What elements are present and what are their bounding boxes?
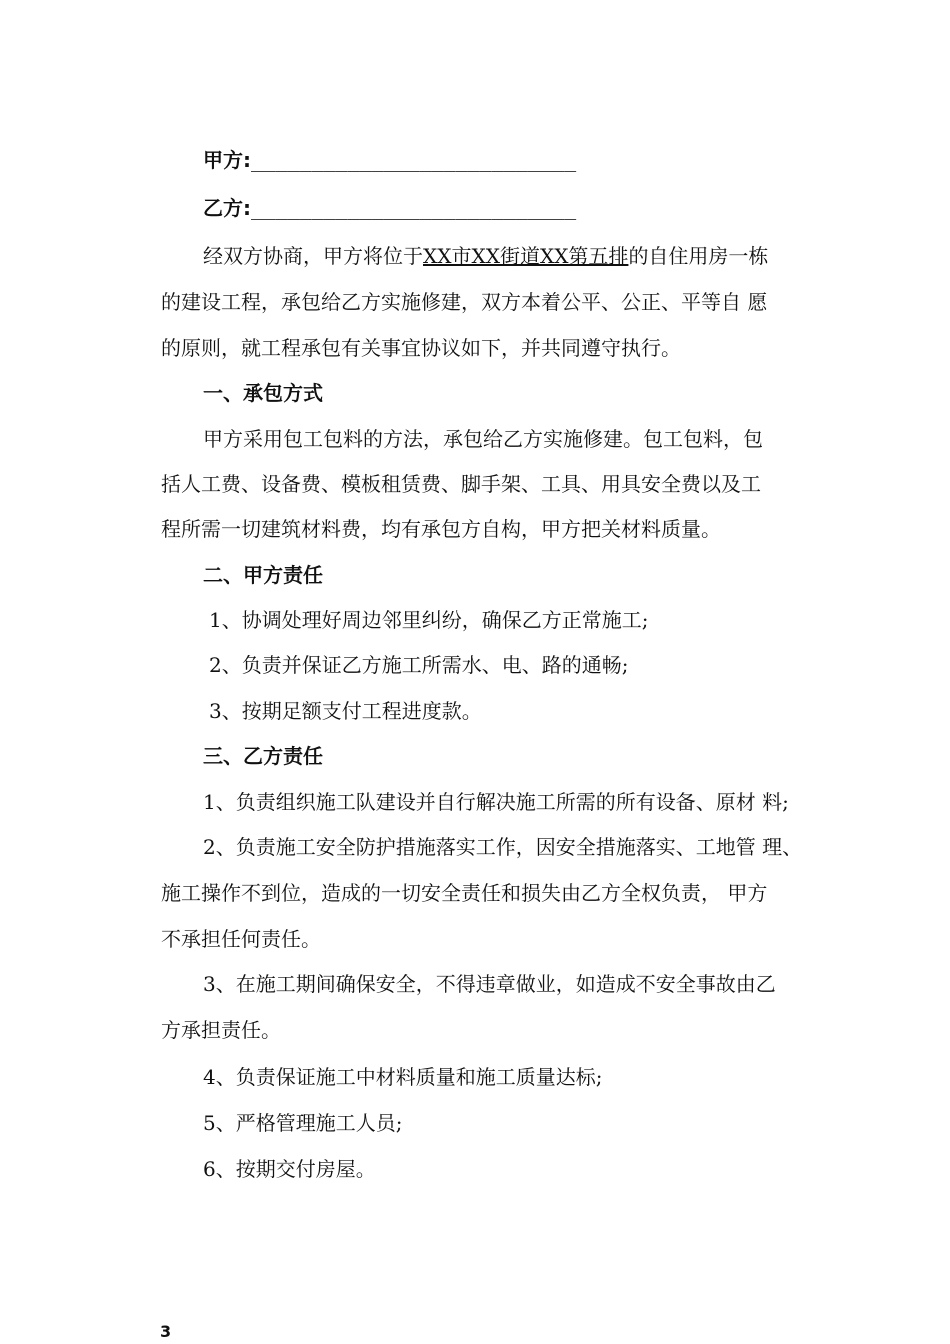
party-b-blank: ___________________________	[251, 196, 577, 220]
party-a-blank: ___________________________	[251, 148, 577, 172]
section-2-item-3: 3、按期足额支付工程进度款。	[209, 699, 482, 723]
party-b-colon: :	[243, 196, 251, 220]
section-3-item-2-line-2: 施工操作不到位，造成的一切安全责任和损失由乙方全权负责， 甲方	[161, 881, 768, 905]
intro-suffix: 的自住用房一栋	[628, 244, 769, 268]
intro-line-2: 的建设工程，承包给乙方实施修建，双方本着公平、公正、平等自 愿	[161, 290, 768, 314]
section-3-item-2-line-1: 2、负责施工安全防护措施落实工作，因安全措施落实、工地管 理、	[203, 835, 803, 859]
section-3-item-6: 6、按期交付房屋。	[203, 1157, 376, 1181]
party-b-line	[203, 196, 576, 220]
section-3-item-1: 1、负责组织施工队建设并自行解决施工所需的所有设备、原材 料;	[203, 790, 789, 814]
intro-line-1	[203, 244, 768, 268]
intro-line-3: 的原则，就工程承包有关事宜协议如下，并共同遵守执行。	[161, 336, 681, 360]
intro-prefix: 经双方协商，甲方将位于	[203, 244, 423, 268]
party-a-line	[203, 148, 576, 172]
section-2-item-1: 1、协调处理好周边邻里纠纷，确保乙方正常施工;	[209, 608, 649, 632]
section-3-item-2-line-3: 不承担任何责任。	[161, 927, 321, 951]
intro-location: XX市XX街道XX第五排	[423, 244, 629, 268]
section-3-heading: 三、乙方责任	[203, 744, 323, 768]
section-1-line-3: 程所需一切建筑材料费，均有承包方自构，甲方把关材料质量。	[161, 517, 721, 541]
party-a-colon: :	[243, 148, 251, 172]
section-2-heading: 二、甲方责任	[203, 563, 323, 587]
section-1-line-1: 甲方采用包工包料的方法，承包给乙方实施修建。包工包料，包	[203, 427, 763, 451]
section-3-item-5: 5、严格管理施工人员;	[203, 1111, 403, 1135]
party-b-label: 乙方	[203, 196, 243, 220]
section-3-item-4: 4、负责保证施工中材料质量和施工质量达标;	[203, 1065, 603, 1089]
section-1-heading: 一、承包方式	[203, 381, 323, 405]
section-1-line-2: 括人工费、设备费、模板租赁费、脚手架、工具、用具安全费以及工	[161, 472, 761, 496]
section-3-item-3-line-2: 方承担责任。	[161, 1018, 281, 1042]
page-number: 3	[160, 1322, 172, 1341]
section-3-item-3-line-1: 3、在施工期间确保安全，不得违章做业，如造成不安全事故由乙	[203, 972, 776, 996]
party-a-label: 甲方	[203, 148, 243, 172]
section-2-item-2: 2、负责并保证乙方施工所需水、电、路的通畅;	[209, 653, 629, 677]
